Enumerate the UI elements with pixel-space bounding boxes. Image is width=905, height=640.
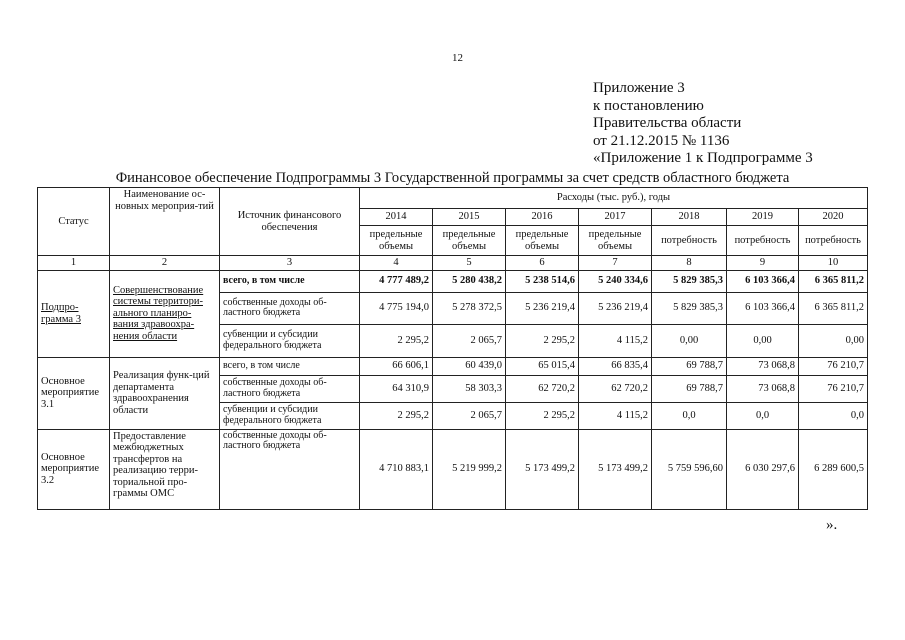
appendix-line: к постановлению: [593, 97, 704, 114]
value-cell: 5 238 514,6: [506, 270, 579, 292]
header-status: Статус: [38, 188, 110, 256]
value-cell: 5 280 438,2: [433, 270, 506, 292]
name-cell: Реализация функ-ций департамента здравоохранения области: [110, 357, 220, 429]
table-row: [38, 270, 868, 292]
value-cell: 6 365 811,2: [799, 292, 868, 324]
year-cell: 2016: [506, 209, 579, 226]
col-number: 6: [506, 256, 579, 271]
source-cell: собственные доходы об-ластного бюджета: [220, 429, 360, 509]
value-cell: 66 606,1: [360, 357, 433, 375]
name-cell: Предоставление межбюджетных трансфертов на реализацию терри-ториальной про-граммы ОМС: [110, 429, 220, 509]
value-cell: 2 295,2: [360, 402, 433, 429]
source-cell: субвенции и субсидии федерального бюджета: [220, 324, 360, 357]
value-cell: 4 710 883,1: [360, 429, 433, 509]
type-cell: потребность: [799, 226, 868, 256]
value-cell: 0,0: [727, 402, 799, 429]
year-cell: 2015: [433, 209, 506, 226]
year-cell: 2019: [727, 209, 799, 226]
value-cell: 2 295,2: [360, 324, 433, 357]
status-cell: Основное мероприятие 3.1: [38, 357, 110, 429]
source-cell: собственные доходы об-ластного бюджета: [220, 375, 360, 402]
value-cell: 6 289 600,5: [799, 429, 868, 509]
type-cell: предельные объемы: [506, 226, 579, 256]
appendix-line: Приложение 3: [593, 80, 685, 96]
page-number: 12: [452, 52, 463, 64]
value-cell: 76 210,7: [799, 375, 868, 402]
value-cell: 58 303,3: [433, 375, 506, 402]
value-cell: 64 310,9: [360, 375, 433, 402]
header-source: Источник финансового обеспечения: [220, 188, 360, 256]
name-cell: Совершенствование системы территори-ального планиро-вания здравоохра-нения области: [110, 270, 220, 357]
year-cell: 2014: [360, 209, 433, 226]
col-number: 2: [110, 256, 220, 271]
type-cell: предельные объемы: [433, 226, 506, 256]
appendix-header: [593, 80, 813, 168]
value-cell: 4 777 489,2: [360, 270, 433, 292]
value-cell: 65 015,4: [506, 357, 579, 375]
value-cell: 0,00: [799, 324, 868, 357]
value-cell: 5 759 596,60: [652, 429, 727, 509]
year-cell: 2020: [799, 209, 868, 226]
year-cell: 2018: [652, 209, 727, 226]
value-cell: 0,0: [799, 402, 868, 429]
document-title: Финансовое обеспечение Подпрограммы 3 Государственной программы за счет средств областного бюджета: [115, 170, 790, 186]
col-number: 9: [727, 256, 799, 271]
value-cell: 5 829 385,3: [652, 292, 727, 324]
value-cell: 66 835,4: [579, 357, 652, 375]
value-cell: 2 295,2: [506, 402, 579, 429]
value-cell: 4 775 194,0: [360, 292, 433, 324]
value-cell: 60 439,0: [433, 357, 506, 375]
value-cell: 4 115,2: [579, 324, 652, 357]
header-expenses: Расходы (тыс. руб.), годы: [360, 188, 868, 209]
col-number: 1: [38, 256, 110, 271]
value-cell: 2 295,2: [506, 324, 579, 357]
type-cell: предельные объемы: [360, 226, 433, 256]
col-number: 10: [799, 256, 868, 271]
value-cell: 73 068,8: [727, 357, 799, 375]
value-cell: 76 210,7: [799, 357, 868, 375]
appendix-line: Правительства области: [593, 115, 742, 131]
value-cell: 6 030 297,6: [727, 429, 799, 509]
appendix-line: от 21.12.2015 № 1136: [593, 132, 730, 149]
value-cell: 6 365 811,2: [799, 270, 868, 292]
value-cell: 0,00: [727, 324, 799, 357]
closing-quote: ».: [826, 517, 838, 533]
source-cell: субвенции и субсидии федерального бюджета: [220, 402, 360, 429]
appendix-line: «Приложение 1 к Подпрограмме 3: [593, 150, 813, 166]
col-number: 3: [220, 256, 360, 271]
value-cell: 62 720,2: [579, 375, 652, 402]
value-cell: 5 173 499,2: [579, 429, 652, 509]
value-cell: 6 103 366,4: [727, 292, 799, 324]
table-row: [38, 429, 868, 509]
type-cell: потребность: [652, 226, 727, 256]
col-number: 4: [360, 256, 433, 271]
value-cell: 2 065,7: [433, 402, 506, 429]
value-cell: 5 829 385,3: [652, 270, 727, 292]
value-cell: 69 788,7: [652, 357, 727, 375]
year-cell: 2017: [579, 209, 652, 226]
source-cell: всего, в том числе: [220, 357, 360, 375]
status-cell: Подпро-грамма 3: [38, 270, 110, 357]
value-cell: 5 173 499,2: [506, 429, 579, 509]
value-cell: 5 219 999,2: [433, 429, 506, 509]
value-cell: 0,00: [652, 324, 727, 357]
header-name: Наименование ос-новных мероприя-тий: [110, 188, 220, 256]
type-cell: потребность: [727, 226, 799, 256]
status-cell: Основное мероприятие 3.2: [38, 429, 110, 509]
value-cell: 5 236 219,4: [579, 292, 652, 324]
source-cell: всего, в том числе: [220, 270, 360, 292]
value-cell: 4 115,2: [579, 402, 652, 429]
type-cell: предельные объемы: [579, 226, 652, 256]
value-cell: 5 240 334,6: [579, 270, 652, 292]
value-cell: 69 788,7: [652, 375, 727, 402]
value-cell: 6 103 366,4: [727, 270, 799, 292]
header-row: [38, 188, 868, 209]
financing-table: [37, 187, 868, 510]
col-number: 7: [579, 256, 652, 271]
value-cell: 62 720,2: [506, 375, 579, 402]
col-number: 5: [433, 256, 506, 271]
value-cell: 5 236 219,4: [506, 292, 579, 324]
column-number-row: [38, 256, 868, 271]
source-cell: собственные доходы об-ластного бюджета: [220, 292, 360, 324]
value-cell: 2 065,7: [433, 324, 506, 357]
value-cell: 5 278 372,5: [433, 292, 506, 324]
value-cell: 73 068,8: [727, 375, 799, 402]
value-cell: 0,0: [652, 402, 727, 429]
col-number: 8: [652, 256, 727, 271]
table-row: [38, 357, 868, 375]
